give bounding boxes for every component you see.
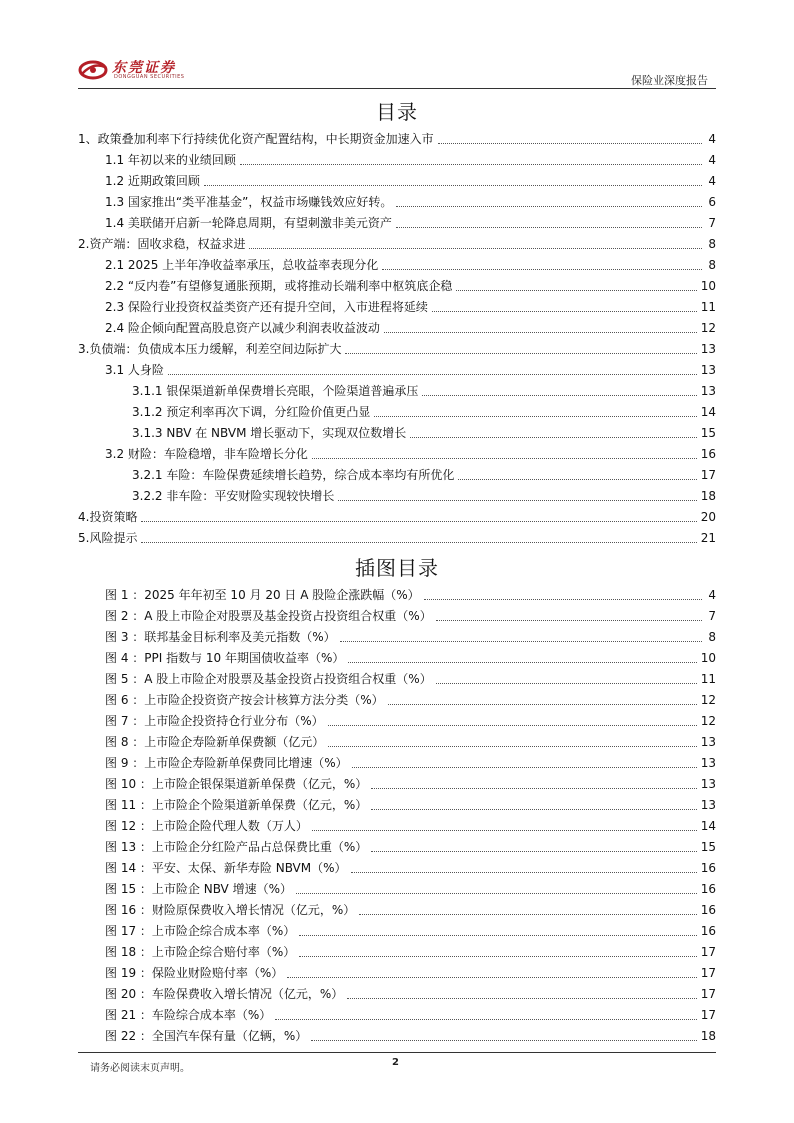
- toc-entry-page: 17: [700, 468, 716, 482]
- toc-entry-page: 4: [708, 174, 716, 188]
- company-logo: [78, 56, 228, 86]
- toc-entry-page: 4: [708, 132, 716, 146]
- disclaimer: 请务必阅读末页声明。: [90, 1063, 190, 1074]
- figure-entry-page: 13: [700, 798, 716, 812]
- figure-entry[interactable]: [78, 690, 716, 711]
- figure-entry-label: 图 4 ：PPI 指数与 10 年期国债收益率（%）: [105, 651, 345, 665]
- figure-entry-page: 13: [700, 756, 716, 770]
- figure-entry-page: 16: [700, 903, 716, 917]
- toc-entry[interactable]: [78, 486, 716, 507]
- figure-entry-page: 17: [700, 987, 716, 1001]
- figure-entry[interactable]: [78, 711, 716, 732]
- toc-dot-leader: [240, 163, 702, 165]
- toc-title: 目录: [376, 100, 418, 124]
- figure-dot-leader: [328, 724, 697, 726]
- toc-dot-leader: [422, 394, 696, 396]
- toc-entry-page: 7: [708, 216, 716, 230]
- figure-entry[interactable]: [78, 648, 716, 669]
- figure-entry-label: 图 3 ：联邦基金目标利率及美元指数（%）: [105, 630, 336, 644]
- figure-dot-leader: [352, 766, 697, 768]
- figure-dot-leader: [287, 976, 696, 978]
- figure-entry-label: 图 12 ：上市险企险代理人数（万人）: [105, 819, 308, 833]
- toc-entry[interactable]: [78, 129, 716, 150]
- figure-entry-page: 14: [700, 819, 716, 833]
- toc-entry-label: 3.1 人身险: [105, 363, 164, 377]
- figure-entry-label: 图 11 ：上市险企个险渠道新单保费（亿元，%）: [105, 798, 368, 812]
- toc-entry-label: 1.1 年初以来的业绩回顾: [105, 153, 236, 167]
- toc-entry-page: 15: [700, 426, 716, 440]
- toc-dot-leader: [338, 499, 696, 501]
- figure-entry[interactable]: [78, 774, 716, 795]
- figure-entry-page: 7: [708, 609, 716, 623]
- figure-entry-label: 图 1 ：2025 年年初至 10 月 20 日 A 股险企涨跌幅（%）: [105, 588, 420, 602]
- figure-dot-leader: [347, 997, 696, 999]
- figure-entry[interactable]: [78, 816, 716, 837]
- toc-entry[interactable]: [78, 234, 716, 255]
- figure-dot-leader: [340, 640, 702, 642]
- toc-entry-label: 1.3 国家推出“类平准基金”，权益市场赚钱效应好转。: [105, 195, 393, 209]
- figure-dot-leader: [371, 850, 696, 852]
- toc-entry-page: 20: [700, 510, 716, 524]
- figure-dot-leader: [436, 619, 702, 621]
- toc-entry[interactable]: [78, 276, 716, 297]
- toc-entry-label: 2.3 保险行业投资权益类资产还有提升空间，入市进程将延续: [105, 300, 428, 314]
- toc-entry[interactable]: [78, 402, 716, 423]
- toc-entry-label: 3.1.1 银保渠道新单保费增长亮眼，个险渠道普遍承压: [132, 384, 419, 398]
- figure-entry[interactable]: [78, 921, 716, 942]
- toc-dot-leader: [249, 247, 702, 249]
- figure-dot-leader: [275, 1018, 696, 1020]
- toc-entry-page: 4: [708, 153, 716, 167]
- figure-entry-label: 图 9 ：上市险企寿险新单保费同比增速（%）: [105, 756, 348, 770]
- figure-dot-leader: [436, 682, 697, 684]
- figure-entry[interactable]: [78, 753, 716, 774]
- toc-dot-leader: [312, 457, 697, 459]
- toc-entry-label: 2.资产端：固收求稳，权益求进: [78, 237, 246, 251]
- figure-entry-page: 16: [700, 924, 716, 938]
- toc-entry[interactable]: [78, 192, 716, 213]
- figure-entry[interactable]: [78, 984, 716, 1005]
- toc-dot-leader: [396, 205, 702, 207]
- figure-entry-page: 17: [700, 1008, 716, 1022]
- footer-divider: [78, 1052, 716, 1053]
- toc-entry[interactable]: [78, 318, 716, 339]
- company-logo-mark-icon: [78, 58, 108, 82]
- figure-entry-label: 图 18 ：上市险企综合赔付率（%）: [105, 945, 296, 959]
- figure-entry-page: 8: [708, 630, 716, 644]
- figure-dot-leader: [388, 703, 697, 705]
- toc-entry[interactable]: [78, 255, 716, 276]
- figure-entry-page: 15: [700, 840, 716, 854]
- figure-entry-label: 图 16 ：财险原保费收入增长情况（亿元，%）: [105, 903, 356, 917]
- figure-entry[interactable]: [78, 879, 716, 900]
- figures-list: [78, 585, 716, 1047]
- toc-entry-label: 1.2 近期政策回顾: [105, 174, 200, 188]
- toc-entry[interactable]: [78, 507, 716, 528]
- toc-entry-label: 3.1.3 NBV 在 NBVM 增长驱动下，实现双位数增长: [132, 426, 407, 440]
- figure-dot-leader: [311, 1039, 696, 1041]
- toc-entry-page: 6: [708, 195, 716, 209]
- figure-dot-leader: [348, 661, 696, 663]
- toc-entry[interactable]: [78, 423, 716, 444]
- figure-entry[interactable]: [78, 900, 716, 921]
- toc-entry-page: 13: [700, 342, 716, 356]
- figure-entry-page: 18: [700, 1029, 716, 1043]
- figure-dot-leader: [328, 745, 696, 747]
- toc-entry[interactable]: [78, 528, 716, 549]
- figure-entry-label: 图 14 ：平安、太保、新华寿险 NBVM（%）: [105, 861, 347, 875]
- figure-entry-label: 图 7 ：上市险企投资持仓行业分布（%）: [105, 714, 324, 728]
- toc-dot-leader: [168, 373, 697, 375]
- toc-entry-label: 3.负债端：负债成本压力缓解，利差空间边际扩大: [78, 342, 342, 356]
- figure-entry[interactable]: [78, 1026, 716, 1047]
- toc-entry-page: 10: [700, 279, 716, 293]
- figure-entry[interactable]: [78, 837, 716, 858]
- figure-entry-page: 16: [700, 882, 716, 896]
- figure-entry-label: 图 20 ：车险保费收入增长情况（亿元，%）: [105, 987, 344, 1001]
- figure-entry[interactable]: [78, 585, 716, 606]
- toc-entry-label: 2.1 2025 上半年净收益率承压，总收益率表现分化: [105, 258, 379, 272]
- figure-entry-label: 图 19 ：保险业财险赔付率（%）: [105, 966, 284, 980]
- figure-entry-page: 4: [708, 588, 716, 602]
- toc-entry[interactable]: [78, 360, 716, 381]
- figure-entry-label: 图 6 ：上市险企投资资产按会计核算方法分类（%）: [105, 693, 384, 707]
- toc-dot-leader: [141, 520, 696, 522]
- toc-entry-page: 11: [700, 300, 716, 314]
- toc-entry-page: 12: [700, 321, 716, 335]
- toc-entry[interactable]: [78, 339, 716, 360]
- figure-entry-page: 17: [700, 966, 716, 980]
- toc-entry-page: 8: [708, 237, 716, 251]
- figure-entry[interactable]: [78, 669, 716, 690]
- toc-dot-leader: [410, 436, 696, 438]
- toc-dot-leader: [458, 478, 696, 480]
- toc-entry-label: 2.4 险企倾向配置高股息资产以减少利润表收益波动: [105, 321, 380, 335]
- toc-dot-leader: [432, 310, 697, 312]
- figure-entry-label: 图 13 ：上市险企分红险产品占总保费比重（%）: [105, 840, 368, 854]
- figure-entry-page: 10: [700, 651, 716, 665]
- figure-dot-leader: [371, 787, 696, 789]
- figure-entry-page: 17: [700, 945, 716, 959]
- figure-dot-leader: [351, 871, 697, 873]
- toc-entry[interactable]: [78, 213, 716, 234]
- toc-entry[interactable]: [78, 150, 716, 171]
- toc-dot-leader: [141, 541, 696, 543]
- toc-entry[interactable]: [78, 297, 716, 318]
- figure-dot-leader: [424, 598, 702, 600]
- toc-entry-label: 5.风险提示: [78, 531, 138, 545]
- figure-entry-label: 图 2 ：A 股上市险企对股票及基金投资占投资组合权重（%）: [105, 609, 432, 623]
- figure-dot-leader: [371, 808, 696, 810]
- figures-title: 插图目录: [355, 556, 439, 580]
- figure-entry[interactable]: [78, 1005, 716, 1026]
- figure-entry-label: 图 17 ：上市险企综合成本率（%）: [105, 924, 296, 938]
- toc-entry-page: 8: [708, 258, 716, 272]
- toc-entry-label: 3.2.2 非车险：平安财险实现较快增长: [132, 489, 335, 503]
- toc-entry-page: 13: [700, 384, 716, 398]
- figure-entry-label: 图 22 ：全国汽车保有量（亿辆，%）: [105, 1029, 308, 1043]
- toc-dot-leader: [456, 289, 696, 291]
- toc-entry-page: 13: [700, 363, 716, 377]
- toc-entry[interactable]: [78, 444, 716, 465]
- figure-entry[interactable]: [78, 942, 716, 963]
- figure-entry-label: 图 21 ：车险综合成本率（%）: [105, 1008, 272, 1022]
- figure-dot-leader: [312, 829, 697, 831]
- toc-entry-page: 21: [700, 531, 716, 545]
- toc-dot-leader: [382, 268, 702, 270]
- toc-dot-leader: [438, 142, 702, 144]
- toc-dot-leader: [345, 352, 696, 354]
- toc-entry-label: 2.2 “反内卷”有望修复通胀预期，或将推动长端利率中枢筑底企稳: [105, 279, 453, 293]
- toc-entry-label: 3.2.1 车险：车险保费延续增长趋势，综合成本率均有所优化: [132, 468, 455, 482]
- figure-entry-label: 图 15 ：上市险企 NBV 增速（%）: [105, 882, 292, 896]
- figure-dot-leader: [296, 892, 697, 894]
- figure-entry-page: 11: [700, 672, 716, 686]
- toc-entry[interactable]: [78, 465, 716, 486]
- toc-entry-page: 18: [700, 489, 716, 503]
- figure-entry-label: 图 10 ：上市险企银保渠道新单保费（亿元，%）: [105, 777, 368, 791]
- figure-entry-page: 12: [700, 714, 716, 728]
- figure-entry[interactable]: [78, 606, 716, 627]
- report-type: 保险业深度报告: [631, 74, 708, 87]
- figure-dot-leader: [299, 955, 696, 957]
- figure-entry[interactable]: [78, 795, 716, 816]
- figure-entry-page: 12: [700, 693, 716, 707]
- figure-entry-page: 13: [700, 777, 716, 791]
- toc-entry-label: 4.投资策略: [78, 510, 138, 524]
- toc-entry-label: 1.4 美联储开启新一轮降息周期，有望刺激非美元资产: [105, 216, 392, 230]
- toc-dot-leader: [396, 226, 702, 228]
- toc-entry-label: 3.1.2 预定利率再次下调，分红险价值更凸显: [132, 405, 371, 419]
- toc-dot-leader: [204, 184, 702, 186]
- brand-name-cn: 东莞证券: [112, 60, 176, 76]
- toc-dot-leader: [384, 331, 697, 333]
- figure-dot-leader: [359, 913, 696, 915]
- header-divider: [78, 88, 716, 89]
- toc-entry-page: 14: [700, 405, 716, 419]
- figure-entry[interactable]: [78, 627, 716, 648]
- figure-entry-page: 16: [700, 861, 716, 875]
- figure-entry-page: 13: [700, 735, 716, 749]
- page-number: 2: [392, 1057, 399, 1068]
- toc-entry-page: 16: [700, 447, 716, 461]
- toc-entry-label: 1、政策叠加利率下行持续优化资产配置结构，中长期资金加速入市: [78, 132, 434, 146]
- figure-entry[interactable]: [78, 963, 716, 984]
- brand-name-en: DONGGUAN SECURITIES: [114, 74, 185, 80]
- toc-entry[interactable]: [78, 381, 716, 402]
- toc-entry[interactable]: [78, 171, 716, 192]
- toc-entry-label: 3.2 财险：车险稳增，非车险增长分化: [105, 447, 308, 461]
- figure-entry-label: 图 5 ：A 股上市险企对股票及基金投资占投资组合权重（%）: [105, 672, 432, 686]
- figure-dot-leader: [299, 934, 696, 936]
- figure-entry-label: 图 8 ：上市险企寿险新单保费额（亿元）: [105, 735, 325, 749]
- toc-dot-leader: [374, 415, 696, 417]
- figure-entry[interactable]: [78, 732, 716, 753]
- figure-entry[interactable]: [78, 858, 716, 879]
- toc-list: [78, 129, 716, 549]
